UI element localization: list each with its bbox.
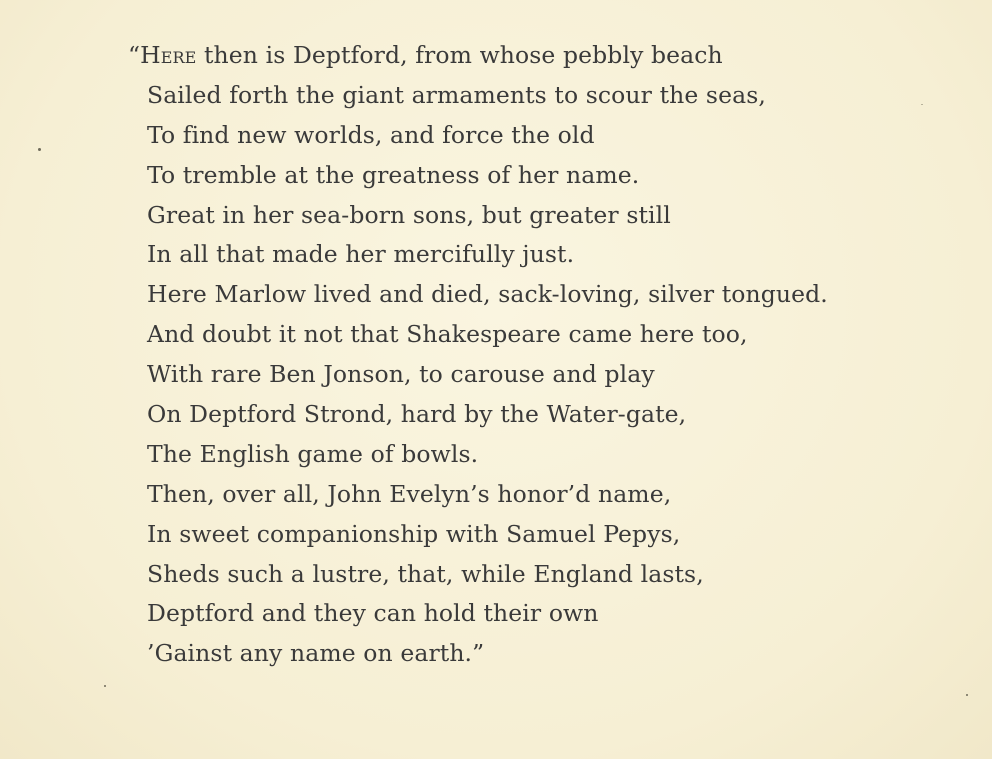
poem-line-3: To find new worlds, and force the old	[147, 120, 595, 149]
paper-speck	[966, 694, 968, 696]
poem-line-2: Sailed forth the giant armaments to scour the seas,	[147, 80, 766, 109]
poem-line-4: To tremble at the greatness of her name.	[147, 160, 640, 189]
poem-line-14: Sheds such a lustre, that, while England lasts,	[147, 559, 704, 588]
poem-line-10: On Deptford Strond, hard by the Water-gate,	[147, 400, 687, 429]
opening-quote-mark: “	[128, 41, 141, 69]
poem-text-block	[128, 36, 828, 674]
poem-line-5: Great in her sea-born sons, but greater still	[147, 200, 671, 229]
poem-line-16: ’Gainst any name on earth.”	[147, 639, 485, 668]
poem-line-13: In sweet companionship with Samuel Pepys,	[147, 519, 681, 548]
poem-line-6: In all that made her mercifully just.	[147, 240, 575, 269]
poem-line-7: Here Marlow lived and died, sack-loving, silver tongued.	[147, 280, 828, 309]
poem-line-15: Deptford and they can hold their own	[147, 599, 599, 628]
paper-speck	[104, 685, 106, 687]
paper-speck	[38, 148, 41, 151]
poem-line-11: The English game of bowls.	[147, 439, 479, 468]
poem-line-8: And doubt it not that Shakespeare came here too,	[147, 320, 748, 349]
poem-line-12: Then, over all, John Evelyn’s honor’d name,	[147, 479, 672, 508]
poem-line-9: With rare Ben Jonson, to carouse and play	[147, 360, 655, 389]
paper-speck	[921, 104, 923, 105]
poem-line-1	[128, 36, 828, 76]
poem-first-word: Here	[140, 41, 197, 69]
poem-first-line-rest: then is Deptford, from whose pebbly beach	[196, 41, 723, 69]
